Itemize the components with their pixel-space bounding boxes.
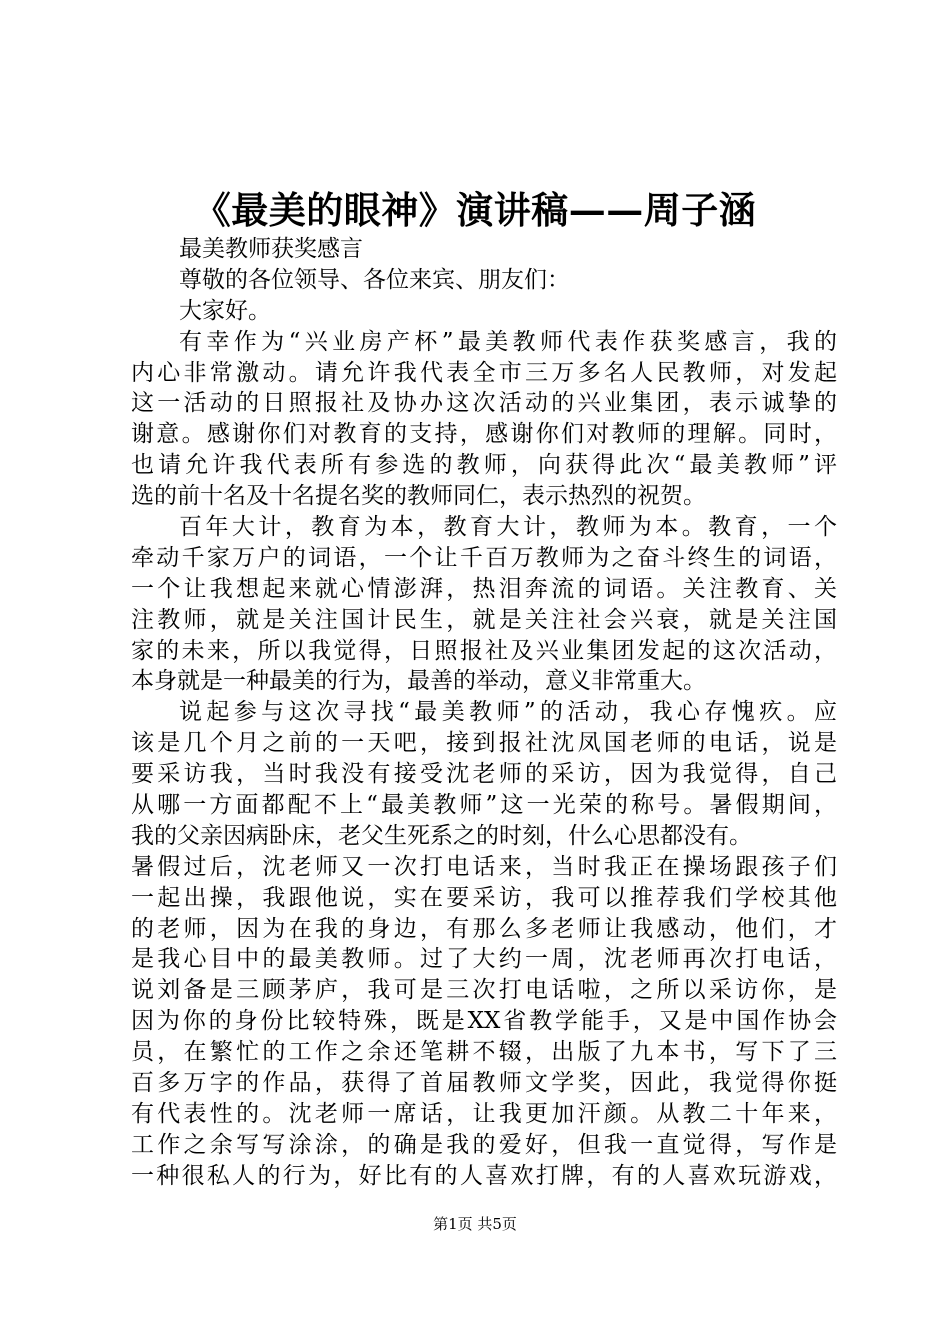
body-line: 百年大计，教育为本，教育大计，教师为本。教育，一个	[179, 514, 837, 541]
body-line: 暑假过后，沈老师又一次打电话来，当时我正在操场跟孩子们	[131, 853, 837, 880]
body-line: 大家好。	[179, 297, 271, 324]
body-line: 家的未来，所以我觉得，日照报社及兴业集团发起的这次活动，	[131, 637, 837, 664]
body-line: 我的父亲因病卧床，老父生死系之的时刻，什么心思都没有。	[131, 822, 752, 849]
body-line: 也请允许我代表所有参选的教师，向获得此次“最美教师”评	[131, 452, 837, 479]
body-line: 选的前十名及十名提名奖的教师同仁，表示热烈的祝贺。	[131, 483, 706, 510]
document-body	[131, 234, 837, 1192]
body-line: 百多万字的作品，获得了首届教师文学奖，因此，我觉得你挺	[131, 1070, 837, 1097]
body-line: 说起参与这次寻找“最美教师”的活动，我心存愧疚。应	[179, 699, 837, 726]
body-line: 从哪一方面都配不上“最美教师”这一光荣的称号。暑假期间，	[131, 792, 837, 819]
body-line: 说刘备是三顾茅庐，我可是三次打电话啦，之所以采访你，是	[131, 977, 837, 1004]
page-footer: 第1页 共5页	[433, 1215, 517, 1233]
body-line: 是我心目中的最美教师。过了大约一周，沈老师再次打电话，	[131, 946, 837, 973]
body-line: 有幸作为“兴业房产杯”最美教师代表作获奖感言，我的	[179, 328, 837, 355]
body-line: 要采访我，当时我没有接受沈老师的采访，因为我觉得，自己	[131, 761, 837, 788]
body-line: 注教师，就是关注国计民生，就是关注社会兴衰，就是关注国	[131, 606, 837, 633]
body-line: 工作之余写写涂涂，的确是我的爱好，但我一直觉得，写作是	[131, 1131, 837, 1158]
body-line: 这一活动的日照报社及协办这次活动的兴业集团，表示诚挚的	[131, 390, 837, 417]
body-line: 尊敬的各位领导、各位来宾、朋友们：	[179, 266, 570, 293]
body-line: 因为你的身份比较特殊，既是XX省教学能手，又是中国作协会	[131, 1008, 837, 1035]
body-line: 一种很私人的行为，好比有的人喜欢打牌，有的人喜欢玩游戏，	[131, 1162, 837, 1189]
body-line: 员，在繁忙的工作之余还笔耕不辍，出版了九本书，写下了三	[131, 1039, 837, 1066]
body-line: 谢意。感谢你们对教育的支持，感谢你们对教师的理解。同时，	[131, 421, 837, 448]
body-line: 一个让我想起来就心情澎湃，热泪奔流的词语。关注教育、关	[131, 575, 837, 602]
body-line: 内心非常激动。请允许我代表全市三万多名人民教师，对发起	[131, 359, 837, 386]
body-line: 有代表性的。沈老师一席话，让我更加汗颜。从教二十年来，	[131, 1100, 837, 1127]
body-line: 的老师，因为在我的身边，有那么多老师让我感动，他们，才	[131, 915, 837, 942]
document-title: 《最美的眼神》演讲稿——周子涵	[193, 188, 757, 232]
body-line: 最美教师获奖感言	[179, 236, 363, 262]
body-line: 一起出操，我跟他说，实在要采访，我可以推荐我们学校其他	[131, 884, 837, 911]
body-line: 该是几个月之前的一天吧，接到报社沈凤国老师的电话，说是	[131, 730, 837, 757]
body-line: 牵动千家万户的词语，一个让千百万教师为之奋斗终生的词语，	[131, 544, 837, 571]
body-line: 本身就是一种最美的行为，最善的举动，意义非常重大。	[131, 668, 706, 695]
